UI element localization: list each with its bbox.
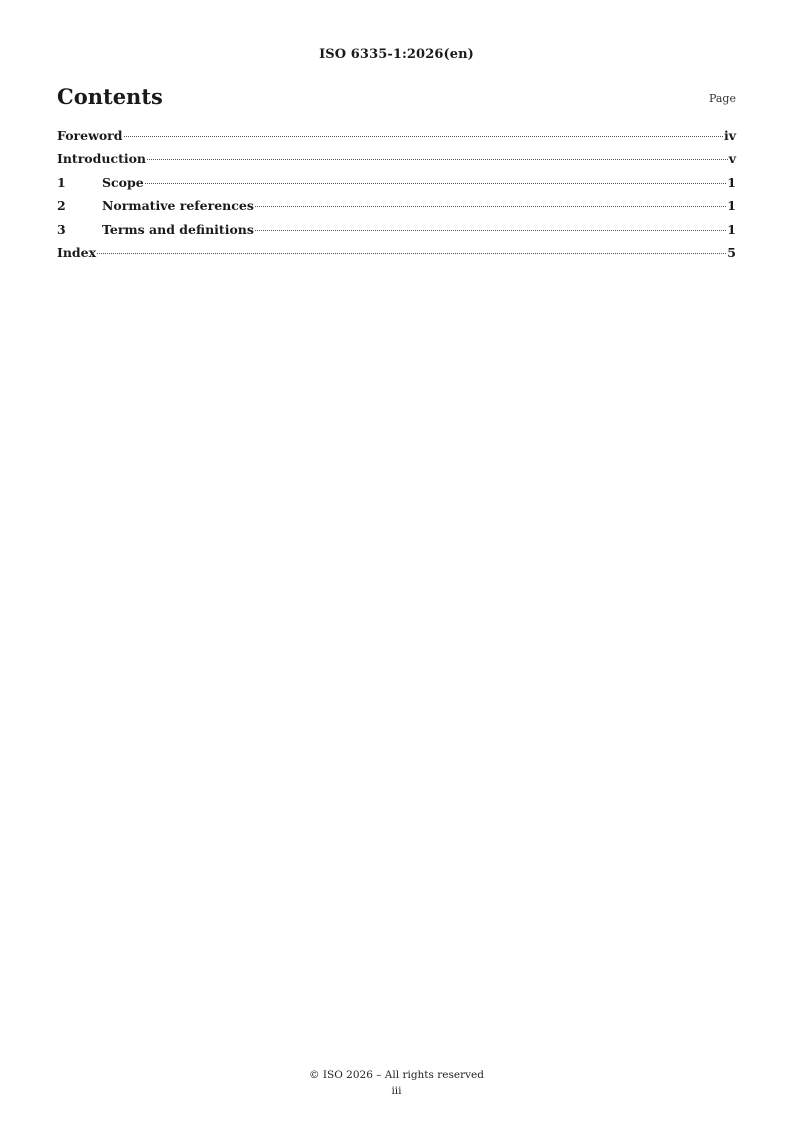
toc-entry-scope[interactable] <box>57 175 736 198</box>
contents-title: Contents <box>57 84 163 109</box>
toc-dot-leader <box>255 206 726 207</box>
toc-entry-introduction[interactable] <box>57 151 736 174</box>
toc-entry-normative-references[interactable] <box>57 198 736 221</box>
toc-dot-leader <box>147 159 728 160</box>
toc-entry-title: Scope <box>102 174 144 190</box>
toc-entry-terms-and-definitions[interactable] <box>57 222 736 245</box>
toc-entry-page: 1 <box>727 221 736 237</box>
toc-entry-page: 5 <box>727 244 736 260</box>
toc-entry-title: Normative references <box>102 198 254 214</box>
document-id-header: ISO 6335-1:2026(en) <box>319 47 474 62</box>
toc-dot-leader <box>124 136 723 137</box>
page-footer <box>0 1067 793 1099</box>
toc-entry-page: iv <box>723 128 736 143</box>
toc-dot-leader <box>145 183 727 184</box>
toc-dot-leader <box>97 253 726 254</box>
copyright-notice: © ISO 2026 – All rights reserved <box>309 1069 484 1081</box>
toc-entry-title: Terms and definitions <box>102 221 254 237</box>
toc-entry-number: 1 <box>57 174 66 190</box>
page-number: iii <box>391 1085 402 1097</box>
toc-entry-page: 1 <box>727 174 736 190</box>
table-of-contents <box>57 128 736 268</box>
toc-entry-page: 1 <box>727 198 736 214</box>
toc-entry-number: 3 <box>57 221 66 237</box>
toc-entry-title: Foreword <box>57 128 123 143</box>
toc-entry-title: Introduction <box>57 151 147 167</box>
toc-entry-title: Index <box>57 244 97 260</box>
toc-entry-index[interactable] <box>57 245 736 268</box>
toc-entry-page: v <box>728 151 736 167</box>
toc-entry-foreword[interactable] <box>57 128 736 151</box>
toc-dot-leader <box>255 230 726 231</box>
page-column-label: Page <box>708 92 736 105</box>
toc-entry-number: 2 <box>57 198 66 214</box>
